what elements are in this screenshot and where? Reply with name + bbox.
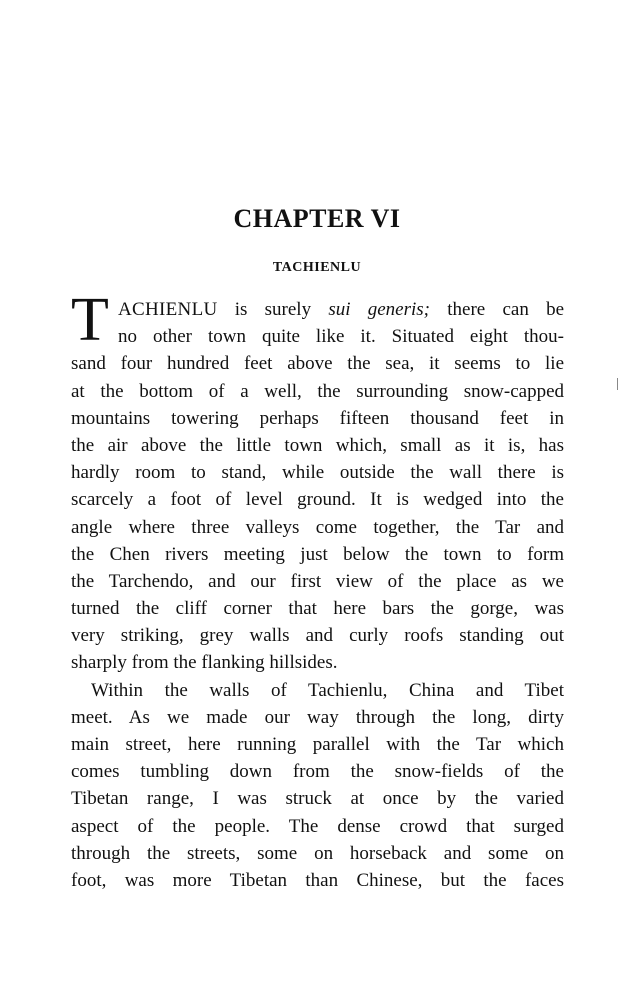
text-line: hardly room to stand, while outside the wall there is <box>71 462 564 484</box>
text-line: very striking, grey walls and curly roofs standing out <box>71 625 564 647</box>
text-line: mountains towering perhaps fifteen thousand feet in <box>71 407 564 429</box>
drop-cap: T <box>71 292 109 352</box>
text-line: Tibetan range, I was struck at once by the varied <box>71 788 564 810</box>
text-fragment: is surely <box>217 299 329 320</box>
body-text <box>71 296 564 894</box>
italic-phrase: sui generis; <box>328 299 431 320</box>
text-line: aspect of the people. The dense crowd that surged <box>71 815 564 837</box>
text-line: through the streets, some on horseback and some on <box>71 842 564 864</box>
text-line: the air above the little town which, small as it is, has <box>71 434 564 456</box>
text-line: sharply from the flanking hillsides. <box>71 652 338 674</box>
chapter-subtitle: TACHIENLU <box>272 260 362 275</box>
text-fragment: there can be <box>430 299 564 320</box>
text-line: main street, here running parallel with the Tar which <box>71 734 564 755</box>
first-word-caps: ACHIENLU <box>118 299 218 320</box>
text-line: sand four hundred feet above the sea, it seems to lie <box>71 353 564 375</box>
text-line: turned the cliff corner that here bars the gorge, was <box>71 598 564 620</box>
text-line: Within the walls of Tachienlu, China and Tibet <box>91 679 564 701</box>
text-line: no other town quite like it. Situated eight thou- <box>118 326 564 348</box>
text-line: scarcely a foot of level ground. It is wedged into the <box>71 489 564 511</box>
text-line: meet. As we made our way through the long, dirty <box>71 706 564 728</box>
text-line: at the bottom of a well, the surrounding snow-capped <box>71 380 564 402</box>
text-line: foot, was more Tibetan than Chinese, but the faces <box>71 869 564 891</box>
text-line: angle where three valleys come together, the Tar and <box>71 516 564 538</box>
text-line: comes tumbling down from the snow-fields of the <box>71 761 564 783</box>
text-line: the Chen rivers meeting just below the town to form <box>71 543 564 565</box>
margin-mark <box>617 378 618 390</box>
chapter-title: CHAPTER VI <box>233 204 401 233</box>
text-line: the Tarchendo, and our first view of the place as we <box>71 570 564 592</box>
text-line <box>71 296 564 323</box>
